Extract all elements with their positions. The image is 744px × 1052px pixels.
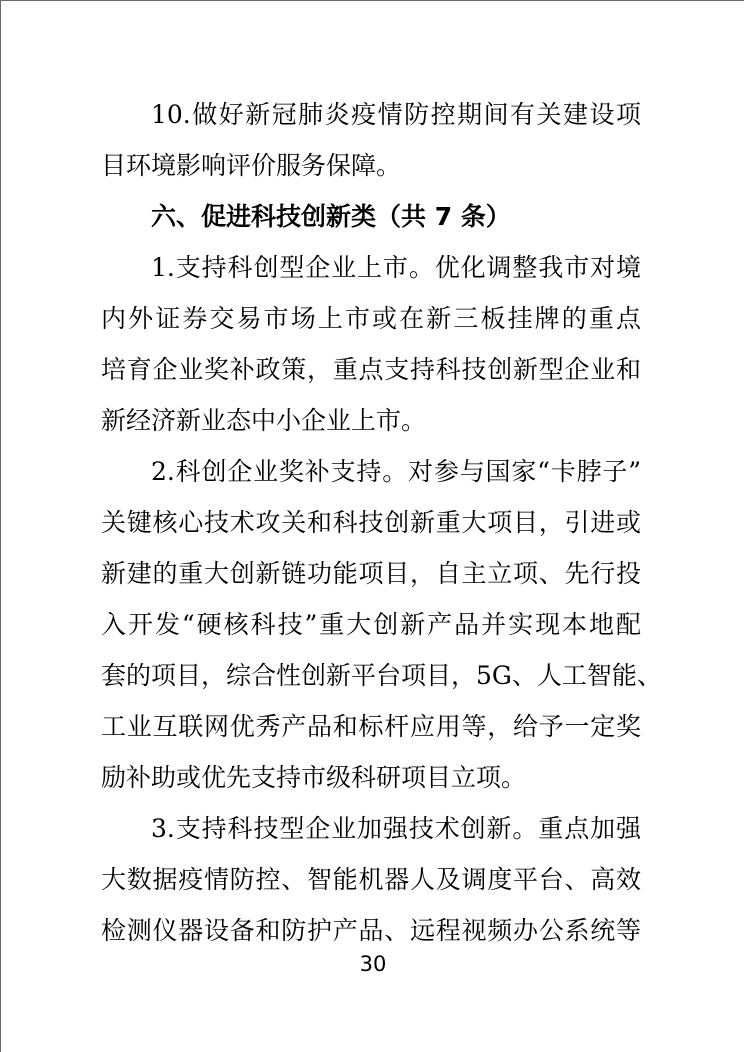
text-line: 新建的重大创新链功能项目，自主立项、先行投 xyxy=(101,559,641,588)
text-line: 培育企业奖补政策，重点支持科技创新型企业和 xyxy=(101,355,641,384)
page-number: 30 xyxy=(359,952,387,976)
document-body xyxy=(101,89,662,956)
text-line: 2.科创企业奖补支持。对参与国家“卡脖子” xyxy=(151,457,641,486)
text-line: 检测仪器设备和防护产品、远程视频办公系统等 xyxy=(101,916,641,945)
text-line: 3.支持科技型企业加强技术创新。重点加强 xyxy=(151,814,641,843)
section-heading-text: 六、促进科技创新类（共 7 条） xyxy=(151,202,511,231)
text-line: 工业互联网优秀产品和标杆应用等，给予一定奖 xyxy=(101,712,641,741)
text-line: 内外证券交易市场上市或在新三板挂牌的重点 xyxy=(101,304,641,333)
text-line: 入开发“硬核科技”重大创新产品并实现本地配 xyxy=(101,610,641,639)
paragraph-item-2 xyxy=(101,446,662,803)
text-line: 关键核心技术攻关和科技创新重大项目，引进或 xyxy=(101,508,641,537)
text-line: 大数据疫情防控、智能机器人及调度平台、高效 xyxy=(101,865,641,894)
text-line: 1.支持科创型企业上市。优化调整我市对境 xyxy=(151,253,641,282)
section-heading xyxy=(101,191,641,242)
paragraph-item-10 xyxy=(101,89,641,191)
text-line: 励补助或优先支持市级科研项目立项。 xyxy=(101,763,527,792)
text-line: 10.做好新冠肺炎疫情防控期间有关建设项 xyxy=(151,100,641,129)
paragraph-item-1 xyxy=(101,242,641,446)
text-line: 目环境影响评价服务保障。 xyxy=(101,151,402,180)
paragraph-item-3 xyxy=(101,803,641,956)
text-line: 新经济新业态中小企业上市。 xyxy=(101,406,427,435)
text-line: 套的项目，综合性创新平台项目，5G、人工智能、 xyxy=(101,661,662,690)
